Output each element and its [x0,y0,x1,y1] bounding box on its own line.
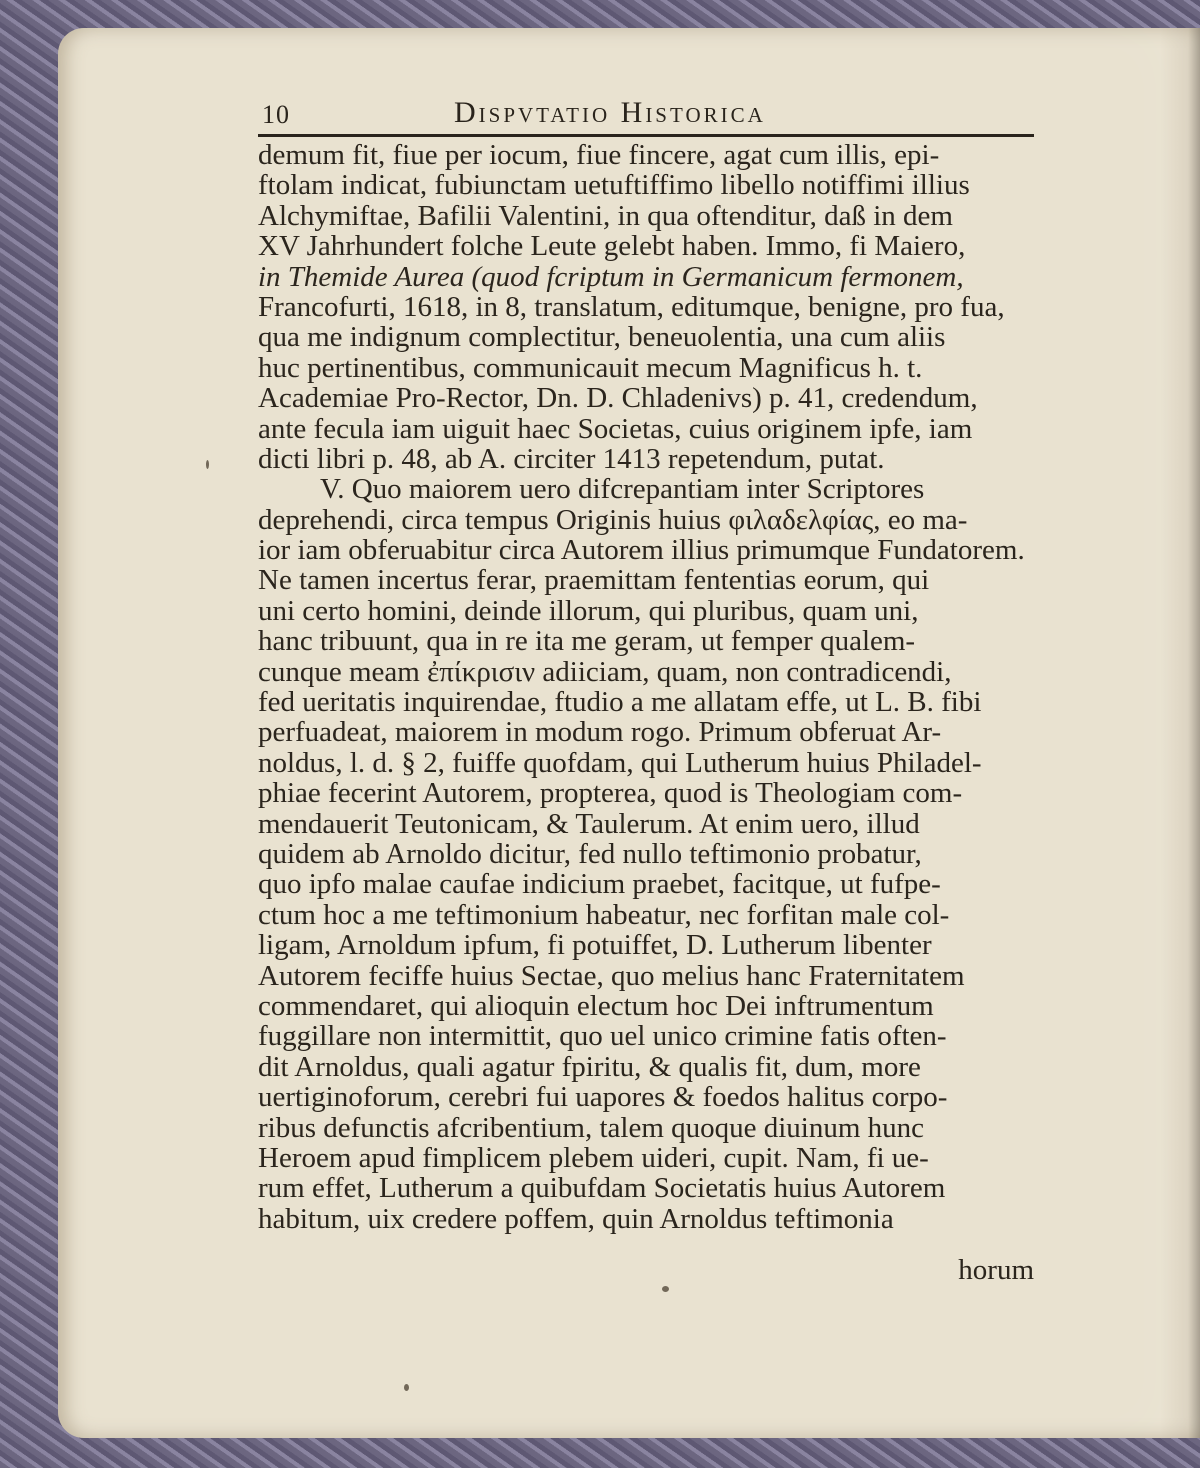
page-number: 10 [262,100,290,129]
text-line: phiae fecerint Autorem, propterea, quod is Theologiam com- [258,777,963,810]
text-line: ior iam obferuabitur circa Autorem illius primumque Fundatorem. [258,534,1025,567]
text-line: in Themide Aurea (quod fcriptum in Germanicum fermonem, [258,260,964,293]
text-line: Autorem feciffe huius Sectae, quo melius hanc Fraternitatem [258,959,965,992]
text-line: demum fit, fiue per iocum, fiue fincere, agat cum illis, epi- [258,139,940,171]
text-line: mendauerit Teutonicam, & Taulerum. At enim uero, illud [258,807,920,840]
text-line: Ne tamen incertus ferar, praemittam fententias eorum, qui [258,564,930,597]
text-line: fed ueritatis inquirendae, ftudio a me allatam effe, ut L. B. fibi [258,686,982,719]
text-line: qua me indignum complectitur, beneuolentia, una cum aliis [258,321,946,354]
page-edge-shadow [1160,28,1200,1438]
text-line: Alchymiftae, Bafilii Valentini, in qua oftenditur, daß in dem [258,199,953,232]
header-rule [258,134,1034,137]
text-line: Heroem apud fimplicem plebem uideri, cupit. Nam, fi ue- [258,1141,929,1174]
body-text [258,140,1048,1234]
text-line: quidem ab Arnoldo dicitur, fed nullo teftimonio probatur, [258,837,922,870]
text-line: perfuadeat, maiorem in modum rogo. Primum obferuat Ar- [258,716,942,749]
text-line: dicti libri p. 48, ab A. circiter 1413 repetendum, putat. [258,442,885,475]
paper-speck [206,460,209,469]
text-line: uni certo homini, deinde illorum, qui pluribus, quam uni, [258,594,919,627]
text-line: commendaret, qui alioquin electum hoc Dei inftrumentum [258,989,934,1022]
text-line: Francofurti, 1618, in 8, translatum, editumque, benigne, pro fua, [258,290,1005,323]
paper-speck [404,1384,409,1391]
text-line: XV Jahrhundert folche Leute gelebt haben. Immo, fi Maiero, [258,230,966,263]
catchword: horum [958,1254,1034,1286]
paper-speck [662,1286,669,1292]
text-line: deprehendi, circa tempus Originis huius φιλαδελφίας, eo ma- [258,503,968,536]
text-line: dit Arnoldus, quali agatur fpiritu, & qualis fit, dum, more [258,1050,921,1083]
text-line: rum effet, Lutherum a quibufdam Societatis huius Autorem [258,1172,946,1205]
text-line: ribus defunctis afcribentium, talem quoque diuinum hunc [258,1111,925,1144]
text-line: cunque meam ἐπίκρισιν adiiciam, quam, non contradicendi, [258,655,952,688]
text-line: ante fecula iam uiguit haec Societas, cuius originem ipfe, iam [258,412,973,445]
text-line: Academiae Pro-Rector, Dn. D. Chladenivs) p. 41, credendum, [258,382,978,415]
text-line: habitum, uix credere poffem, quin Arnoldus teftimonia [258,1202,894,1235]
text-line: noldus, l. d. § 2, fuiffe quofdam, qui Lutherum huius Philadel- [258,746,982,779]
running-title: Dispvtatio Historica [454,96,766,129]
text-line: uertiginoforum, cerebri fui uapores & foedos halitus corpo- [258,1081,948,1114]
running-header [258,96,1048,136]
text-line: huc pertinentibus, communicauit mecum Magnificus h. t. [258,351,923,384]
text-line: quo ipfo malae caufae indicium praebet, facitque, ut fufpe- [258,868,941,901]
text-line: hanc tribuunt, qua in re ita me geram, ut femper qualem- [258,625,916,658]
text-line: ligam, Arnoldum ipfum, fi potuiffet, D. Lutherum libenter [258,929,932,962]
paragraph-start-line: V. Quo maiorem uero difcrepantiam inter Scriptores [320,473,925,506]
text-line: fuggillare non intermittit, quo uel unico crimine fatis often- [258,1020,947,1053]
text-line: ftolam indicat, fubiunctam uetuftiffimo libello notiffimi illius [258,169,970,202]
text-line: ctum hoc a me teftimonium habeatur, nec forfitan male col- [258,898,950,931]
